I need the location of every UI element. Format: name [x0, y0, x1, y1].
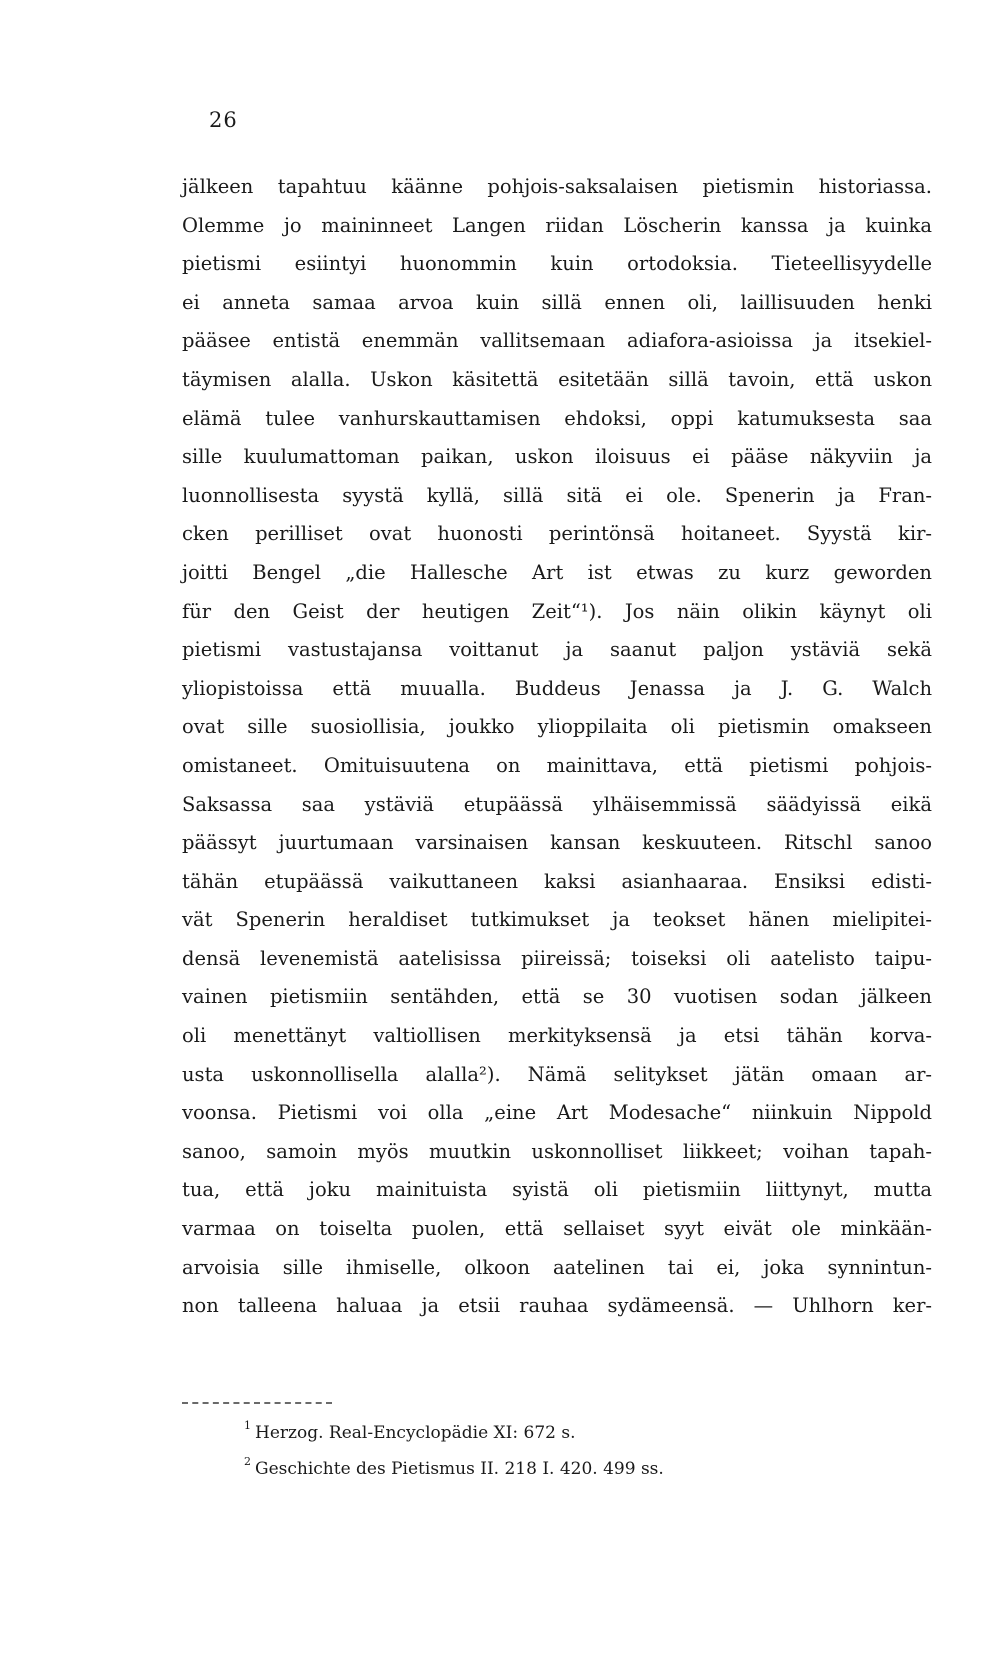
- text-line: elämä tulee vanhurskauttamisen ehdoksi, oppi katumuksesta saa: [182, 406, 932, 430]
- text-line: Saksassa saa ystäviä etupäässä ylhäisemmissä säädyissä eikä: [182, 792, 932, 816]
- text-line: päässyt juurtumaan varsinaisen kansan keskuuteen. Ritschl sanoo: [182, 831, 932, 855]
- text-line: cken perilliset ovat huonosti perintönsä hoitaneet. Syystä kir-: [182, 522, 932, 546]
- text-line: varmaa on toiselta puolen, että sellaiset syyt eivät ole minkään-: [182, 1217, 932, 1241]
- text-line: pietismi esiintyi huonommin kuin ortodoksia. Tieteellisyydelle: [182, 252, 932, 276]
- text-line: Olemme jo maininneet Langen riidan Löscherin kanssa ja kuinka: [182, 213, 932, 237]
- text-line: täymisen alalla. Uskon käsitettä esitetään sillä tavoin, että uskon: [182, 367, 932, 391]
- footnote: [244, 1415, 664, 1451]
- text-line: arvoisia sille ihmiselle, olkoon aatelinen tai ei, joka synnintun-: [182, 1255, 932, 1279]
- text-line: jälkeen tapahtuu käänne pohjois-saksalaisen pietismin historiassa.: [182, 175, 932, 198]
- text-line: densä levenemistä aatelisissa piireissä; toiseksi oli aatelisto taipu-: [182, 946, 932, 970]
- text-line: pietismi vastustajansa voittanut ja saanut paljon ystäviä sekä: [182, 638, 932, 662]
- text-line: vainen pietismiin sentähden, että se 30 vuotisen sodan jälkeen: [182, 985, 932, 1009]
- text-line: vät Spenerin heraldiset tutkimukset ja teokset hänen mielipitei-: [182, 908, 932, 932]
- text-line: pääsee entistä enemmän vallitsemaan adiafora-asioissa ja itsekiel-: [182, 329, 932, 353]
- text-line: luonnollisesta syystä kyllä, sillä sitä ei ole. Spenerin ja Fran-: [182, 483, 932, 507]
- text-line: yliopistoissa että muualla. Buddeus Jenassa ja J. G. Walch: [182, 676, 932, 700]
- footnotes: [244, 1415, 664, 1487]
- footnote-text: Herzog. Real-Encyclopädie XI: 672 s.: [255, 1423, 576, 1443]
- text-line: für den Geist der heutigen Zeit“¹). Jos näin olikin käynyt oli: [182, 599, 932, 623]
- footnote-marker: 2: [244, 1455, 251, 1468]
- text-line: ovat sille suosiollisia, joukko ylioppilaita oli pietismin omakseen: [182, 715, 932, 739]
- text-line: sille kuulumattoman paikan, uskon iloisuus ei pääse näkyviin ja: [182, 445, 932, 469]
- body-text: [182, 168, 932, 1326]
- text-line: tähän etupäässä vaikuttaneen kaksi asianhaaraa. Ensiksi edisti-: [182, 869, 932, 893]
- text-line: sanoo, samoin myös muutkin uskonnolliset liikkeet; voihan tapah-: [182, 1139, 932, 1163]
- text-line: omistaneet. Omituisuutena on mainittava, että pietismi pohjois-: [182, 753, 932, 777]
- page-number: 26: [209, 108, 238, 132]
- footnote-divider: [182, 1402, 332, 1404]
- text-line: ei anneta samaa arvoa kuin sillä ennen oli, laillisuuden henki: [182, 290, 932, 314]
- text-line: voonsa. Pietismi voi olla „eine Art Modesache“ niinkuin Nippold: [182, 1101, 932, 1125]
- text-line: non talleena haluaa ja etsii rauhaa sydämeensä. — Uhlhorn ker-: [182, 1294, 932, 1318]
- text-line: usta uskonnollisella alalla²). Nämä selitykset jätän omaan ar-: [182, 1062, 932, 1086]
- footnote-marker: 1: [244, 1419, 251, 1432]
- text-line: oli menettänyt valtiollisen merkityksensä ja etsi tähän korva-: [182, 1024, 932, 1048]
- footnote: [244, 1451, 664, 1487]
- text-line: joitti Bengel „die Hallesche Art ist etwas zu kurz geworden: [182, 560, 932, 584]
- text-line: tua, että joku mainituista syistä oli pietismiin liittynyt, mutta: [182, 1178, 932, 1202]
- footnote-text: Geschichte des Pietismus II. 218 I. 420. 499 ss.: [255, 1459, 664, 1479]
